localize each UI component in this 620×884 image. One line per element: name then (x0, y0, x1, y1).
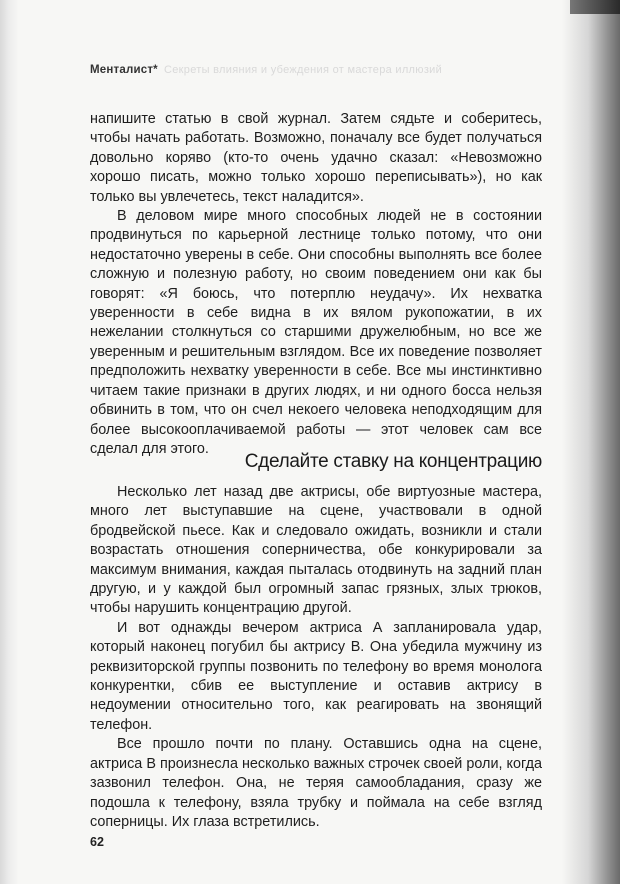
page-number: 62 (90, 835, 104, 849)
text-block-after-heading (90, 483, 542, 832)
running-head-title: Менталист* (90, 64, 158, 76)
paragraph: И вот однажды вечером актриса А запланировала удар, который наконец погубил бы актрису В. Она убедила мужчину из реквизиторской группы позвонить по телефону во время монолога конкурентки, сбив ее выступление и оставив актрису в недоумении относительно того, как реагировать на звонящий телефон. (90, 619, 542, 733)
text-block-before-heading (90, 110, 542, 459)
section-heading: Сделайте ставку на концентрацию (244, 451, 542, 472)
paragraph: Все прошло почти по плану. Оставшись одна на сцене, актриса В произнесла несколько важных строчек своей роли, когда зазвонил телефон. Она, не теряя самообладания, сразу же подошла к телефону, взяла трубку и поймала на себе взгляд соперницы. Их глаза встретились. (90, 736, 542, 830)
book-binding-shadow (562, 0, 620, 884)
page-left-edge (0, 0, 18, 884)
running-head-faded-subtitle: Секреты влияния и убеждения от мастера иллюзий (164, 64, 443, 76)
paragraph: напишите статью в свой журнал. Затем сядьте и соберитесь, чтобы начать работать. Возможно, поначалу все будет получаться довольно коряво (кто-то очень удачно сказал: «Невозможно хорошо писать, можно только хорошо переписывать»), но как только вы увлечетесь, текст наладится». (90, 111, 542, 205)
paragraph: Несколько лет назад две актрисы, обе виртуозные мастера, много лет выступавшие на сцене, участвовали в одной бродвейской пьесе. Как и следовало ожидать, возникли и стали возрастать отношения соперничества, обе конкурировали за максимум внимания, каждая пыталась отодвинуть на задний план другую, и у каждой был огромный запас грязных, злых трюков, чтобы нарушить концентрацию другой. (90, 484, 542, 617)
paragraph: В деловом мире много способных людей не в состоянии продвинуться по карьерной лестнице только потому, что они недостаточно уверены в себе. Они способны выполнять все более сложную и полезную работу, но своим поведением они как бы говорят: «Я боюсь, что потерплю неудачу». Их нехватка уверенности в себе видна в их вялом рукопожатии, в их нежелании столкнуться со старшими дружелюбным, но все же уверенным и решительным взглядом. Все их поведение позволяет предположить нехватку уверенности в себе. Все мы инстинктивно читаем такие признаки в других людях, и ни одного босса нельзя обвинить в том, что он счел некоего человека неподходящим для более высокооплачиваемой работы — этот человек сам все сделал для этого. (90, 208, 542, 457)
scan-corner-shadow (570, 0, 620, 14)
